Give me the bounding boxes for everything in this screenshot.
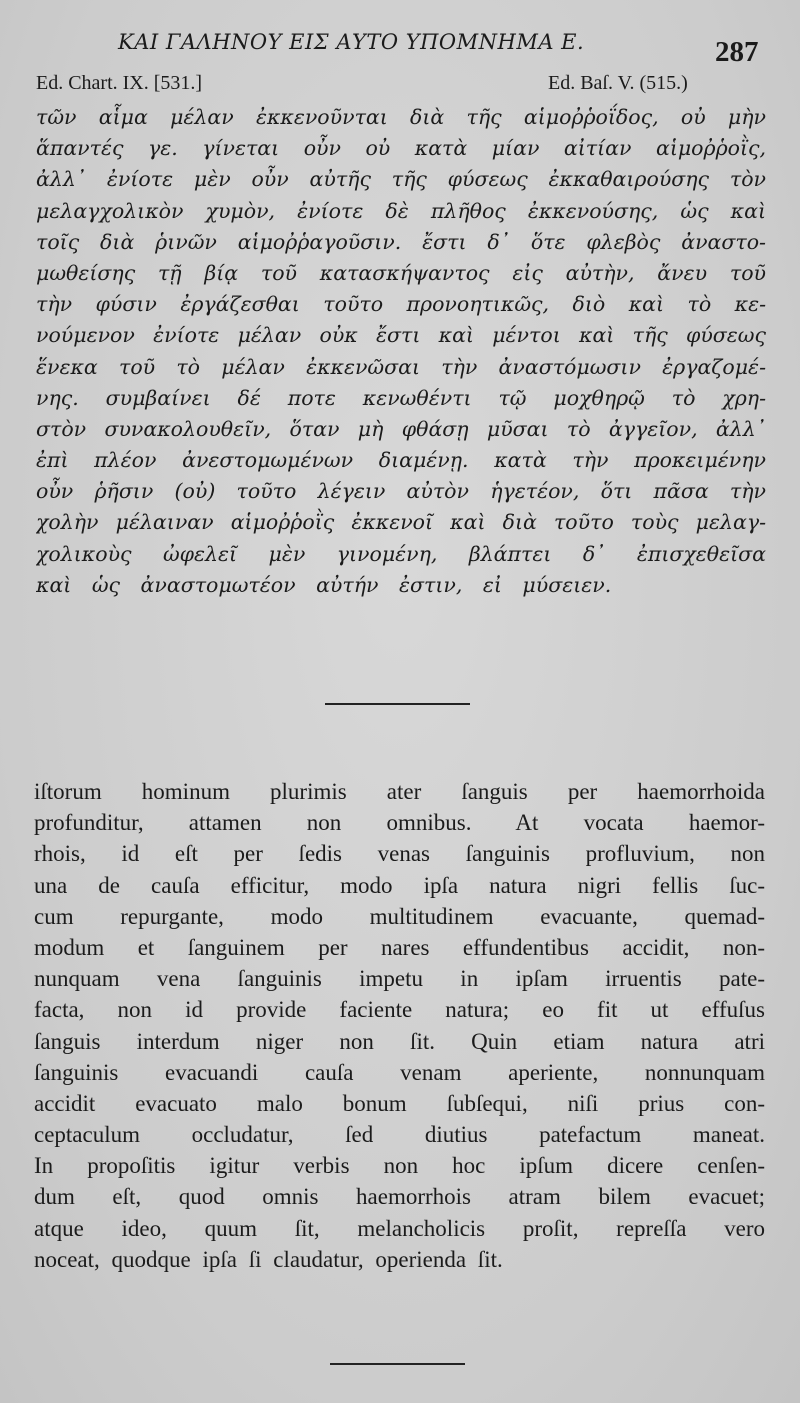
page-number: 287 <box>715 36 759 68</box>
greek-line: χολὴν μέλαιναν αἱμοῤῥοῒς ἐκκενοῖ καὶ διὰ τοῦτο τοὺς μελαγ- <box>36 510 766 535</box>
greek-line: νης. συμβαίνει δέ ποτε κενωθέντι τῷ μοχθηρῷ τὸ χρη- <box>36 385 766 410</box>
greek-line: χολικοὺς ὠφελεῖ μὲν γινομένη, βλάπτει δ᾽ ἐπισχεθεῖσα <box>36 541 766 566</box>
greek-line: καὶ ὡς ἀναστομωτέον αὐτήν ἐστιν, εἰ μύσειεν. <box>36 572 612 597</box>
greek-line: ἐπὶ πλέον ἀνεστομωμένων διαμένῃ. κατὰ τὴν προκειμένην <box>36 448 766 473</box>
edition-reference-left: Ed. Chart. IX. [531.] <box>36 72 203 94</box>
latin-line: atque ideo, quum ſit, melancholicis proſit, repreſſa vero <box>34 1215 765 1241</box>
latin-line: rhois, id eſt per ſedis venas ſanguinis profluvium, non <box>34 841 765 867</box>
latin-line: una de cauſa efficitur, modo ipſa natura nigri fellis ſuc- <box>34 872 765 898</box>
greek-line: ἅπαντές γε. γίνεται οὖν οὐ κατὰ μίαν αἰτίαν αἱμοῤῥοῒς, <box>36 136 766 161</box>
latin-line: ceptaculum occludatur, ſed diutius patefactum maneat. <box>34 1122 765 1148</box>
latin-line: noceat, quodque ipſa ſi claudatur, operienda ſit. <box>34 1246 503 1272</box>
latin-line: ſanguis interdum niger non ſit. Quin etiam natura atri <box>34 1028 765 1054</box>
latin-text-block <box>34 776 765 1275</box>
latin-line: profunditur, attamen non omnibus. At vocata haemor- <box>34 810 765 836</box>
latin-line: dum eſt, quod omnis haemorrhois atram bilem evacuet; <box>34 1184 765 1210</box>
latin-line: cum repurgante, modo multitudinem evacuante, quemad- <box>34 903 765 929</box>
greek-line: τοῖς διὰ ῥινῶν αἱμοῤῥαγοῦσιν. ἔστι δ᾽ ὅτε φλεβὸς ἀναστο- <box>36 229 766 254</box>
greek-text-block <box>36 102 766 601</box>
section-divider <box>325 703 470 705</box>
greek-line: νούμενον ἐνίοτε μέλαν οὐκ ἔστι καὶ μέντοι καὶ τῆς φύσεως <box>36 323 766 348</box>
greek-line: τὴν φύσιν ἐργάζεσθαι τοῦτο προνοητικῶς, διὸ καὶ τὸ κε- <box>36 292 766 317</box>
latin-line: modum et ſanguinem per nares effundentibus accidit, non- <box>34 934 765 960</box>
latin-line: iſtorum hominum plurimis ater ſanguis per haemorrhoida <box>34 779 765 804</box>
greek-line: οὖν ῥῆσιν (οὐ) τοῦτο λέγειν αὐτὸν ἡγετέον, ὅτι πᾶσα τὴν <box>36 479 766 504</box>
greek-line: μωθείσης τῇ βίᾳ τοῦ κατασκήψαντος εἰς αὐτὴν, ἄνευ τοῦ <box>36 260 766 285</box>
greek-line: ἕνεκα τοῦ τὸ μέλαν ἐκκενῶσαι τὴν ἀναστόμωσιν ἐργαζομέ- <box>36 354 766 379</box>
edition-reference-right: Ed. Baſ. V. (515.) <box>548 72 688 94</box>
latin-line: facta, non id provide faciente natura; eo fit ut effuſus <box>34 997 765 1023</box>
latin-line: accidit evacuato malo bonum ſubſequi, niſi prius con- <box>34 1090 765 1116</box>
greek-line: τῶν αἷμα μέλαν ἐκκενοῦνται διὰ τῆς αἱμοῤῥοΐδος, οὐ μὴν <box>36 105 766 129</box>
running-head: ΚΑΙ ΓΑΛΗΝΟΥ ΕΙΣ ΑΥΤΟ ΥΠΟΜΝΗΜΑ Ε. <box>118 30 585 54</box>
greek-line: ἀλλ᾽ ἐνίοτε μὲν οὖν αὐτῆς τῆς φύσεως ἐκκαθαιρούσης τὸν <box>36 167 766 192</box>
latin-line: nunquam vena ſanguinis impetu in ipſam irruentis pate- <box>34 966 765 992</box>
latin-line: In propoſitis igitur verbis non hoc ipſum dicere cenſen- <box>34 1153 765 1179</box>
greek-line: στὸν συνακολουθεῖν, ὅταν μὴ φθάσῃ μῦσαι τὸ ἀγγεῖον, ἀλλ᾽ <box>36 416 766 441</box>
latin-line: ſanguinis evacuandi cauſa venam aperiente, nonnunquam <box>34 1059 765 1085</box>
end-divider <box>330 1363 465 1365</box>
greek-line: μελαγχολικὸν χυμὸν, ἐνίοτε δὲ πλῆθος ἐκκενούσης, ὡς καὶ <box>36 198 766 223</box>
